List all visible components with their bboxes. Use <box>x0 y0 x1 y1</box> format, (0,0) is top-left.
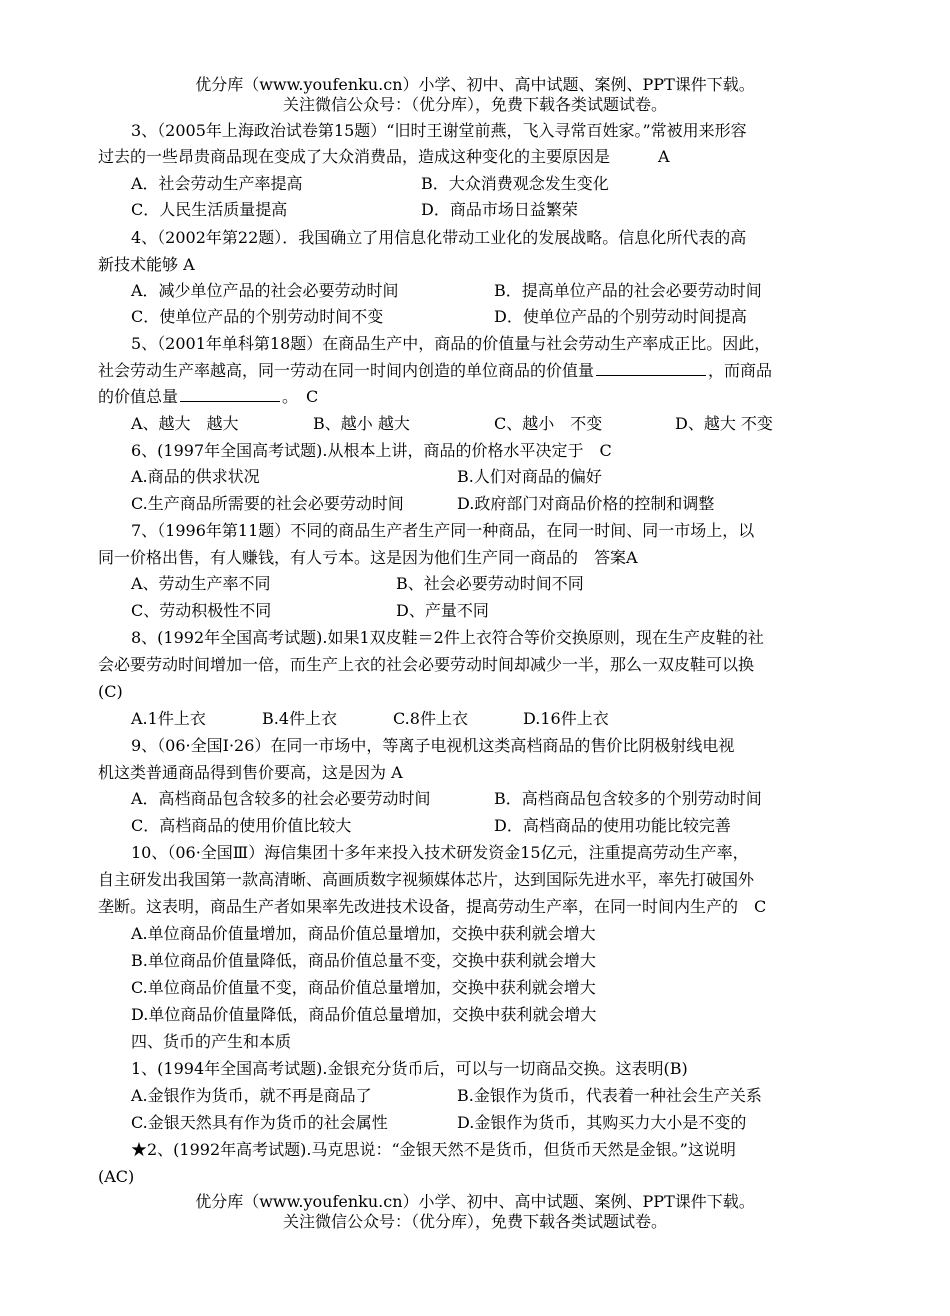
q6-option-d: D.政府部门对商品价格的控制和调整 <box>457 494 715 513</box>
s4q1-option-b: B.金银作为货币，代表着一种社会生产关系 <box>457 1086 762 1105</box>
q9-stem-line-1: 9、（06·全国Ⅰ·26）在同一市场中，等离子电视机这类高档商品的售价比阴极射线电视 <box>131 736 735 755</box>
q5-stem-line-2-tail: ，而商品 <box>708 361 773 380</box>
q5-option-d: D、越大 不变 <box>675 414 773 433</box>
s4q1-option-d: D.金银作为货币，其购买力大小是不变的 <box>457 1113 747 1132</box>
footer-line-2: 关注微信公众号：（优分库），免费下载各类试题试卷。 <box>282 1212 667 1231</box>
answer-blank-2 <box>180 387 280 402</box>
q4-option-b: B．提高单位产品的社会必要劳动时间 <box>494 281 762 300</box>
q10-stem-line-2: 自主研发出我国第一款高清晰、高画质数字视频媒体芯片，达到国际先进水平，率先打破国外 <box>98 870 755 889</box>
s4q2-stem-line-1: ★2、(1992年高考试题).马克思说：“金银天然不是货币，但货币天然是金银。”这说明 <box>131 1140 736 1159</box>
q4-stem-line-1: 4、（2002年第22题）．我国确立了用信息化带动工业化的发展战略。信息化所代表的高 <box>131 228 747 247</box>
q3-option-d: D．商品市场日益繁荣 <box>421 200 578 219</box>
q5-stem-line-2 <box>98 361 772 381</box>
q8-stem-line-3: (C) <box>98 682 123 701</box>
s4q2-stem-line-2: (AC) <box>98 1167 135 1186</box>
q9-option-a: A．高档商品包含较多的社会必要劳动时间 <box>131 789 431 808</box>
page-footer <box>0 1192 950 1232</box>
q3-option-b: B．大众消费观念发生变化 <box>421 174 609 193</box>
q3-option-c: C．人民生活质量提高 <box>131 200 288 219</box>
q8-option-b: B.4件上衣 <box>262 709 338 728</box>
q9-option-c: C．高档商品的使用价值比较大 <box>131 816 352 835</box>
answer-blank-1 <box>596 361 706 376</box>
q3-stem-line-1: 3、（2005年上海政治试卷第15题）“旧时王谢堂前燕，飞入寻常百姓家。”常被用来形容 <box>131 121 747 140</box>
q4-option-d: D．使单位产品的个别劳动时间提高 <box>494 307 747 326</box>
header-line-1: 优分库（www.youfenku.cn）小学、初中、高中试题、案例、PPT课件下载。 <box>195 75 755 94</box>
s4q1-option-a: A.金银作为货币，就不再是商品了 <box>131 1086 372 1105</box>
q5-stem-line-2-text: 社会劳动生产率越高，同一劳动在同一时间内创造的单位商品的价值量 <box>98 361 595 380</box>
q10-option-c: C.单位商品价值量不变，商品价值总量增加，交换中获利就会增大 <box>131 978 596 997</box>
q3-option-a: A．社会劳动生产率提高 <box>131 174 303 193</box>
q10-stem-line-1: 10、（06·全国Ⅲ）海信集团十多年来投入技术研发资金15亿元，注重提高劳动生产率， <box>131 843 749 862</box>
s4q1-option-c: C.金银天然具有作为货币的社会属性 <box>131 1113 388 1132</box>
q5-option-a: A、越大 越大 <box>131 414 239 433</box>
q4-option-c: C．使单位产品的个别劳动时间不变 <box>131 307 384 326</box>
q8-stem-line-2: 会必要劳动时间增加一倍，而生产上衣的社会必要劳动时间却减少一半，那么一双皮鞋可以换 <box>98 655 755 674</box>
q6-option-b: B.人们对商品的偏好 <box>457 467 602 486</box>
q6-option-a: A.商品的供求状况 <box>131 467 260 486</box>
q6-stem-line-1: 6、(1997年全国高考试题).从根本上讲，商品的价格水平决定于 C <box>131 441 612 460</box>
q8-option-c: C.8件上衣 <box>393 709 468 728</box>
footer-line-1: 优分库（www.youfenku.cn）小学、初中、高中试题、案例、PPT课件下载。 <box>195 1192 755 1211</box>
q4-stem-line-2: 新技术能够 A <box>98 255 195 274</box>
page-header <box>0 75 950 115</box>
q10-stem-line-3: 垄断。这表明，商品生产者如果率先改进技术设备，提高劳动生产率，在同一时间内生产的 C <box>98 897 767 916</box>
q7-stem-line-2: 同一价格出售，有人赚钱，有人亏本。这是因为他们生产同一商品的 答案A <box>98 548 638 567</box>
header-line-2: 关注微信公众号：（优分库），免费下载各类试题试卷。 <box>282 95 667 114</box>
q5-option-b: B、越小 越大 <box>313 414 410 433</box>
q7-option-d: D、产量不同 <box>396 601 489 620</box>
q6-option-c: C.生产商品所需要的社会必要劳动时间 <box>131 494 404 513</box>
q4-option-a: A．减少单位产品的社会必要劳动时间 <box>131 281 399 300</box>
q10-option-d: D.单位商品价值量降低，商品价值总量增加，交换中获利就会增大 <box>131 1005 597 1024</box>
q5-option-c: C、越小 不变 <box>494 414 603 433</box>
q5-stem-line-3-text: 的价值总量 <box>98 387 179 406</box>
q10-option-a: A.单位商品价值量增加，商品价值总量增加，交换中获利就会增大 <box>131 924 596 943</box>
q10-option-b: B.单位商品价值量降低，商品价值总量不变，交换中获利就会增大 <box>131 951 596 970</box>
q7-option-b: B、社会必要劳动时间不同 <box>396 574 584 593</box>
q5-stem-line-3 <box>98 387 318 407</box>
q7-option-a: A、劳动生产率不同 <box>131 574 271 593</box>
q8-option-a: A.1件上衣 <box>131 709 206 728</box>
s4q1-stem-line-1: 1、(1994年全国高考试题).金银充分货币后，可以与一切商品交换。这表明(B) <box>131 1059 688 1078</box>
q5-stem-line-1: 5、（2001年单科第18题）在商品生产中，商品的价值量与社会劳动生产率成正比。因此， <box>131 334 771 353</box>
q9-option-d: D．高档商品的使用功能比较完善 <box>494 816 731 835</box>
q7-option-c: C、劳动积极性不同 <box>131 601 272 620</box>
q8-option-d: D.16件上衣 <box>523 709 609 728</box>
q9-stem-line-2: 机这类普通商品得到售价要高，这是因为 A <box>98 763 403 782</box>
q5-stem-line-3-tail: 。 C <box>282 387 319 406</box>
q8-stem-line-1: 8、(1992年全国高考试题).如果1双皮鞋＝2件上衣符合等价交换原则，现在生产皮鞋的社 <box>131 628 764 647</box>
q7-stem-line-1: 7、（1996年第11题）不同的商品生产者生产同一种商品，在同一时间、同一市场上，以 <box>131 521 755 540</box>
q9-option-b: B．高档商品包含较多的个别劳动时间 <box>494 789 762 808</box>
section-heading: 四、货币的产生和本质 <box>131 1032 292 1051</box>
q3-stem-line-2: 过去的一些昂贵商品现在变成了大众消费品，造成这种变化的主要原因是 A <box>98 147 670 166</box>
